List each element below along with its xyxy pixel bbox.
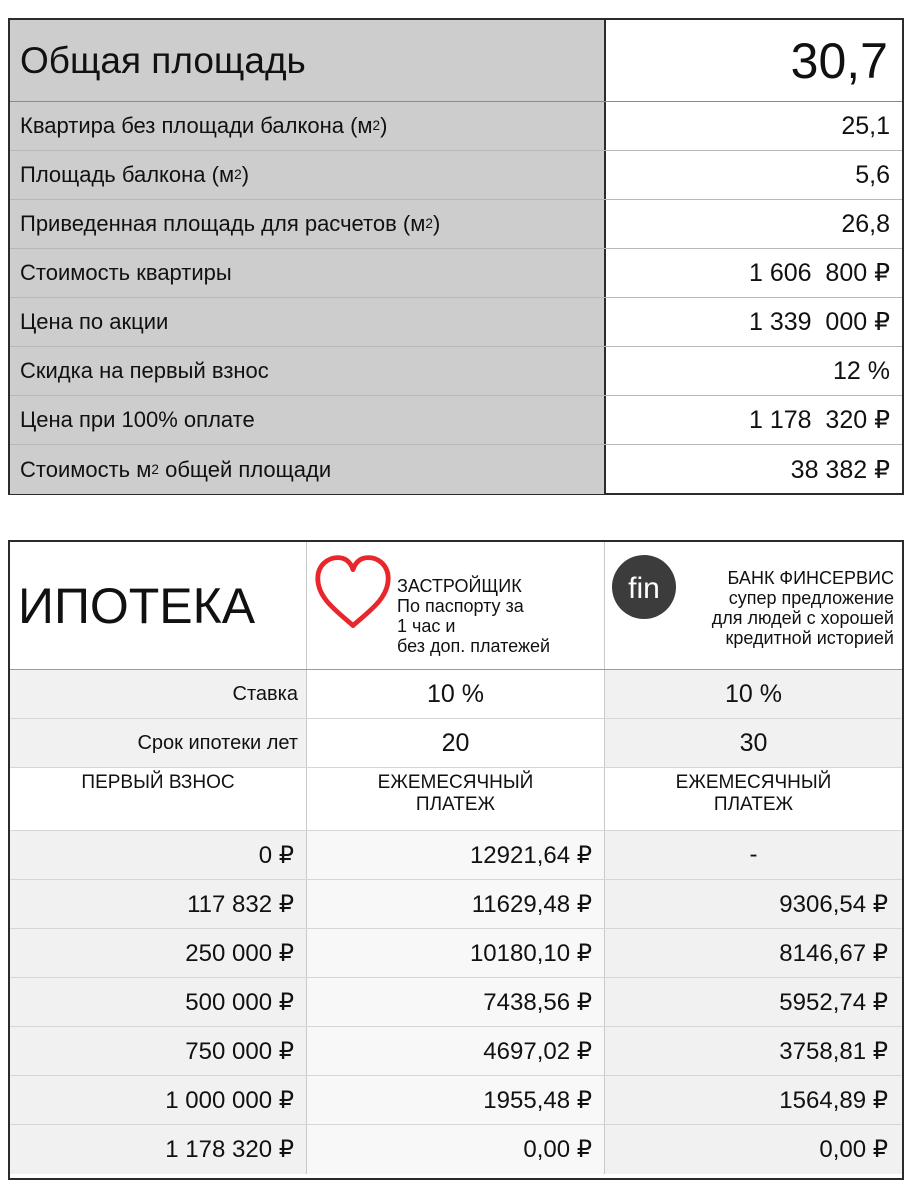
area-row: [10, 445, 902, 494]
developer-line: ЗАСТРОЙЩИК: [397, 576, 522, 596]
bank-line: супер предложение: [728, 588, 894, 608]
down-payment-cell: 1 178 320 ₽: [10, 1125, 307, 1174]
area-row-label: [10, 347, 606, 395]
area-row-value: 38 382 ₽: [790, 455, 890, 484]
area-row-label-text: Скидка на первый взнос: [20, 358, 269, 383]
term-developer: 20: [307, 719, 605, 767]
area-title: Общая площадь: [10, 20, 606, 101]
area-total-value: 30,7: [790, 32, 888, 89]
developer-payment-cell: 4697,02 ₽: [307, 1027, 605, 1075]
area-row-label-text: Цена при 100% оплате: [20, 407, 255, 432]
area-row-value: 5,6: [855, 160, 890, 189]
term-label: Срок ипотеки лет: [10, 719, 307, 767]
rate-label: Ставка: [10, 670, 307, 718]
mortgage-table: [8, 540, 904, 1180]
area-row-label: [10, 396, 606, 444]
term-bank: 30: [605, 719, 902, 767]
down-payment-cell: 0 ₽: [10, 831, 307, 879]
bank-payment-cell: 1564,89 ₽: [605, 1076, 902, 1124]
area-row-value: 26,8: [841, 209, 890, 238]
bank-payment-cell: -: [605, 831, 902, 879]
bank-payment-cell: 0,00 ₽: [605, 1125, 902, 1174]
area-rows: [10, 102, 902, 494]
rate-developer: 10 %: [307, 670, 605, 718]
area-row-value: 1 339 000 ₽: [748, 308, 890, 336]
area-row: [10, 200, 902, 249]
payment-row: [10, 929, 902, 978]
area-row: [10, 396, 902, 445]
payment-row: [10, 1027, 902, 1076]
developer-payment-cell: 12921,64 ₽: [307, 831, 605, 879]
payment-rows: [10, 831, 902, 1174]
area-row-label-suffix: ): [241, 162, 250, 187]
bank-offer-text: [712, 568, 894, 648]
down-payment-cell: 750 000 ₽: [10, 1027, 307, 1075]
column-headers-row: [10, 768, 902, 831]
monthly-header-line: ЕЖЕМЕСЯЧНЫЙ: [675, 772, 832, 793]
area-row-label: Приведенная площадь для расчетов (м 2 ): [10, 200, 606, 248]
developer-monthly-header: [307, 768, 605, 830]
area-row-value: 1 178 320 ₽: [748, 406, 890, 434]
area-row-label-text: Квартира без площади балкона (м: [20, 113, 373, 138]
developer-line: По паспорту за: [397, 596, 524, 616]
area-row-label: Стоимость м 2 общей площади: [10, 445, 606, 494]
area-row: [10, 249, 902, 298]
heart-outline: [318, 558, 388, 626]
bank-payment-cell: 3758,81 ₽: [605, 1027, 902, 1075]
area-row: [10, 347, 902, 396]
monthly-header-line: ПЛАТЕЖ: [713, 794, 794, 815]
bank-line: для людей с хорошей: [711, 608, 894, 628]
down-payment-cell: 117 832 ₽: [10, 880, 307, 928]
developer-line: 1 час и: [397, 616, 456, 636]
bank-payment-cell: 8146,67 ₽: [605, 929, 902, 977]
mortgage-title: ИПОТЕКА: [10, 542, 307, 669]
developer-payment-cell: 0,00 ₽: [307, 1125, 605, 1174]
developer-offer-header: [307, 542, 605, 669]
area-row-label: Квартира без площади балкона (м 2 ): [10, 102, 606, 150]
rate-row: [10, 670, 902, 719]
area-price-table: [8, 18, 904, 495]
down-payment-cell: 500 000 ₽: [10, 978, 307, 1026]
fin-logo-icon: [611, 554, 677, 620]
term-row: [10, 719, 902, 768]
bank-offer-header: [605, 542, 902, 669]
area-row-value: 1 606 800 ₽: [748, 259, 890, 287]
down-payment-cell: 1 000 000 ₽: [10, 1076, 307, 1124]
area-total-row: [10, 20, 902, 102]
area-row-label: Площадь балкона (м 2 ): [10, 151, 606, 199]
down-payment-cell: 250 000 ₽: [10, 929, 307, 977]
developer-payment-cell: 7438,56 ₽: [307, 978, 605, 1026]
payment-row: [10, 831, 902, 880]
area-row-label-text: Приведенная площадь для расчетов (м: [20, 211, 426, 236]
developer-payment-cell: 11629,48 ₽: [307, 880, 605, 928]
area-row-label: [10, 249, 606, 297]
developer-line: без доп. платежей: [397, 636, 551, 656]
developer-payment-cell: 1955,48 ₽: [307, 1076, 605, 1124]
bank-line: БАНК ФИНСЕРВИС: [727, 568, 894, 588]
bank-payment-cell: 9306,54 ₽: [605, 880, 902, 928]
payment-row: [10, 880, 902, 929]
area-row-label-text: Стоимость квартиры: [20, 260, 232, 285]
payment-row: [10, 1076, 902, 1125]
monthly-header-line: ЕЖЕМЕСЯЧНЫЙ: [377, 772, 534, 793]
area-row: [10, 102, 902, 151]
area-row-value: 25,1: [841, 111, 890, 140]
payment-row: [10, 1125, 902, 1174]
area-row-label: [10, 298, 606, 346]
mortgage-header-row: [10, 542, 902, 670]
area-row-label-text: Цена по акции: [20, 309, 169, 334]
area-row-label-suffix: ): [432, 211, 441, 236]
area-row: [10, 298, 902, 347]
bank-monthly-header: [605, 768, 902, 830]
developer-offer-text: [397, 576, 550, 656]
area-row-label-suffix: общей площади: [158, 456, 332, 482]
payment-row: [10, 978, 902, 1027]
developer-payment-cell: 10180,10 ₽: [307, 929, 605, 977]
down-payment-header: ПЕРВЫЙ ВЗНОС: [10, 768, 307, 830]
area-row-label-suffix: ): [380, 113, 388, 138]
area-row: [10, 151, 902, 200]
fin-logo-text: fin: [628, 572, 660, 605]
bank-payment-cell: 5952,74 ₽: [605, 978, 902, 1026]
area-row-value: 12 %: [833, 356, 890, 385]
rate-bank: 10 %: [605, 670, 902, 718]
heart-icon: [313, 550, 393, 634]
bank-line: кредитной историей: [725, 628, 894, 648]
area-row-label-text: Стоимость м: [20, 456, 152, 482]
monthly-header-line: ПЛАТЕЖ: [415, 794, 496, 815]
area-row-label-text: Площадь балкона (м: [20, 162, 235, 187]
